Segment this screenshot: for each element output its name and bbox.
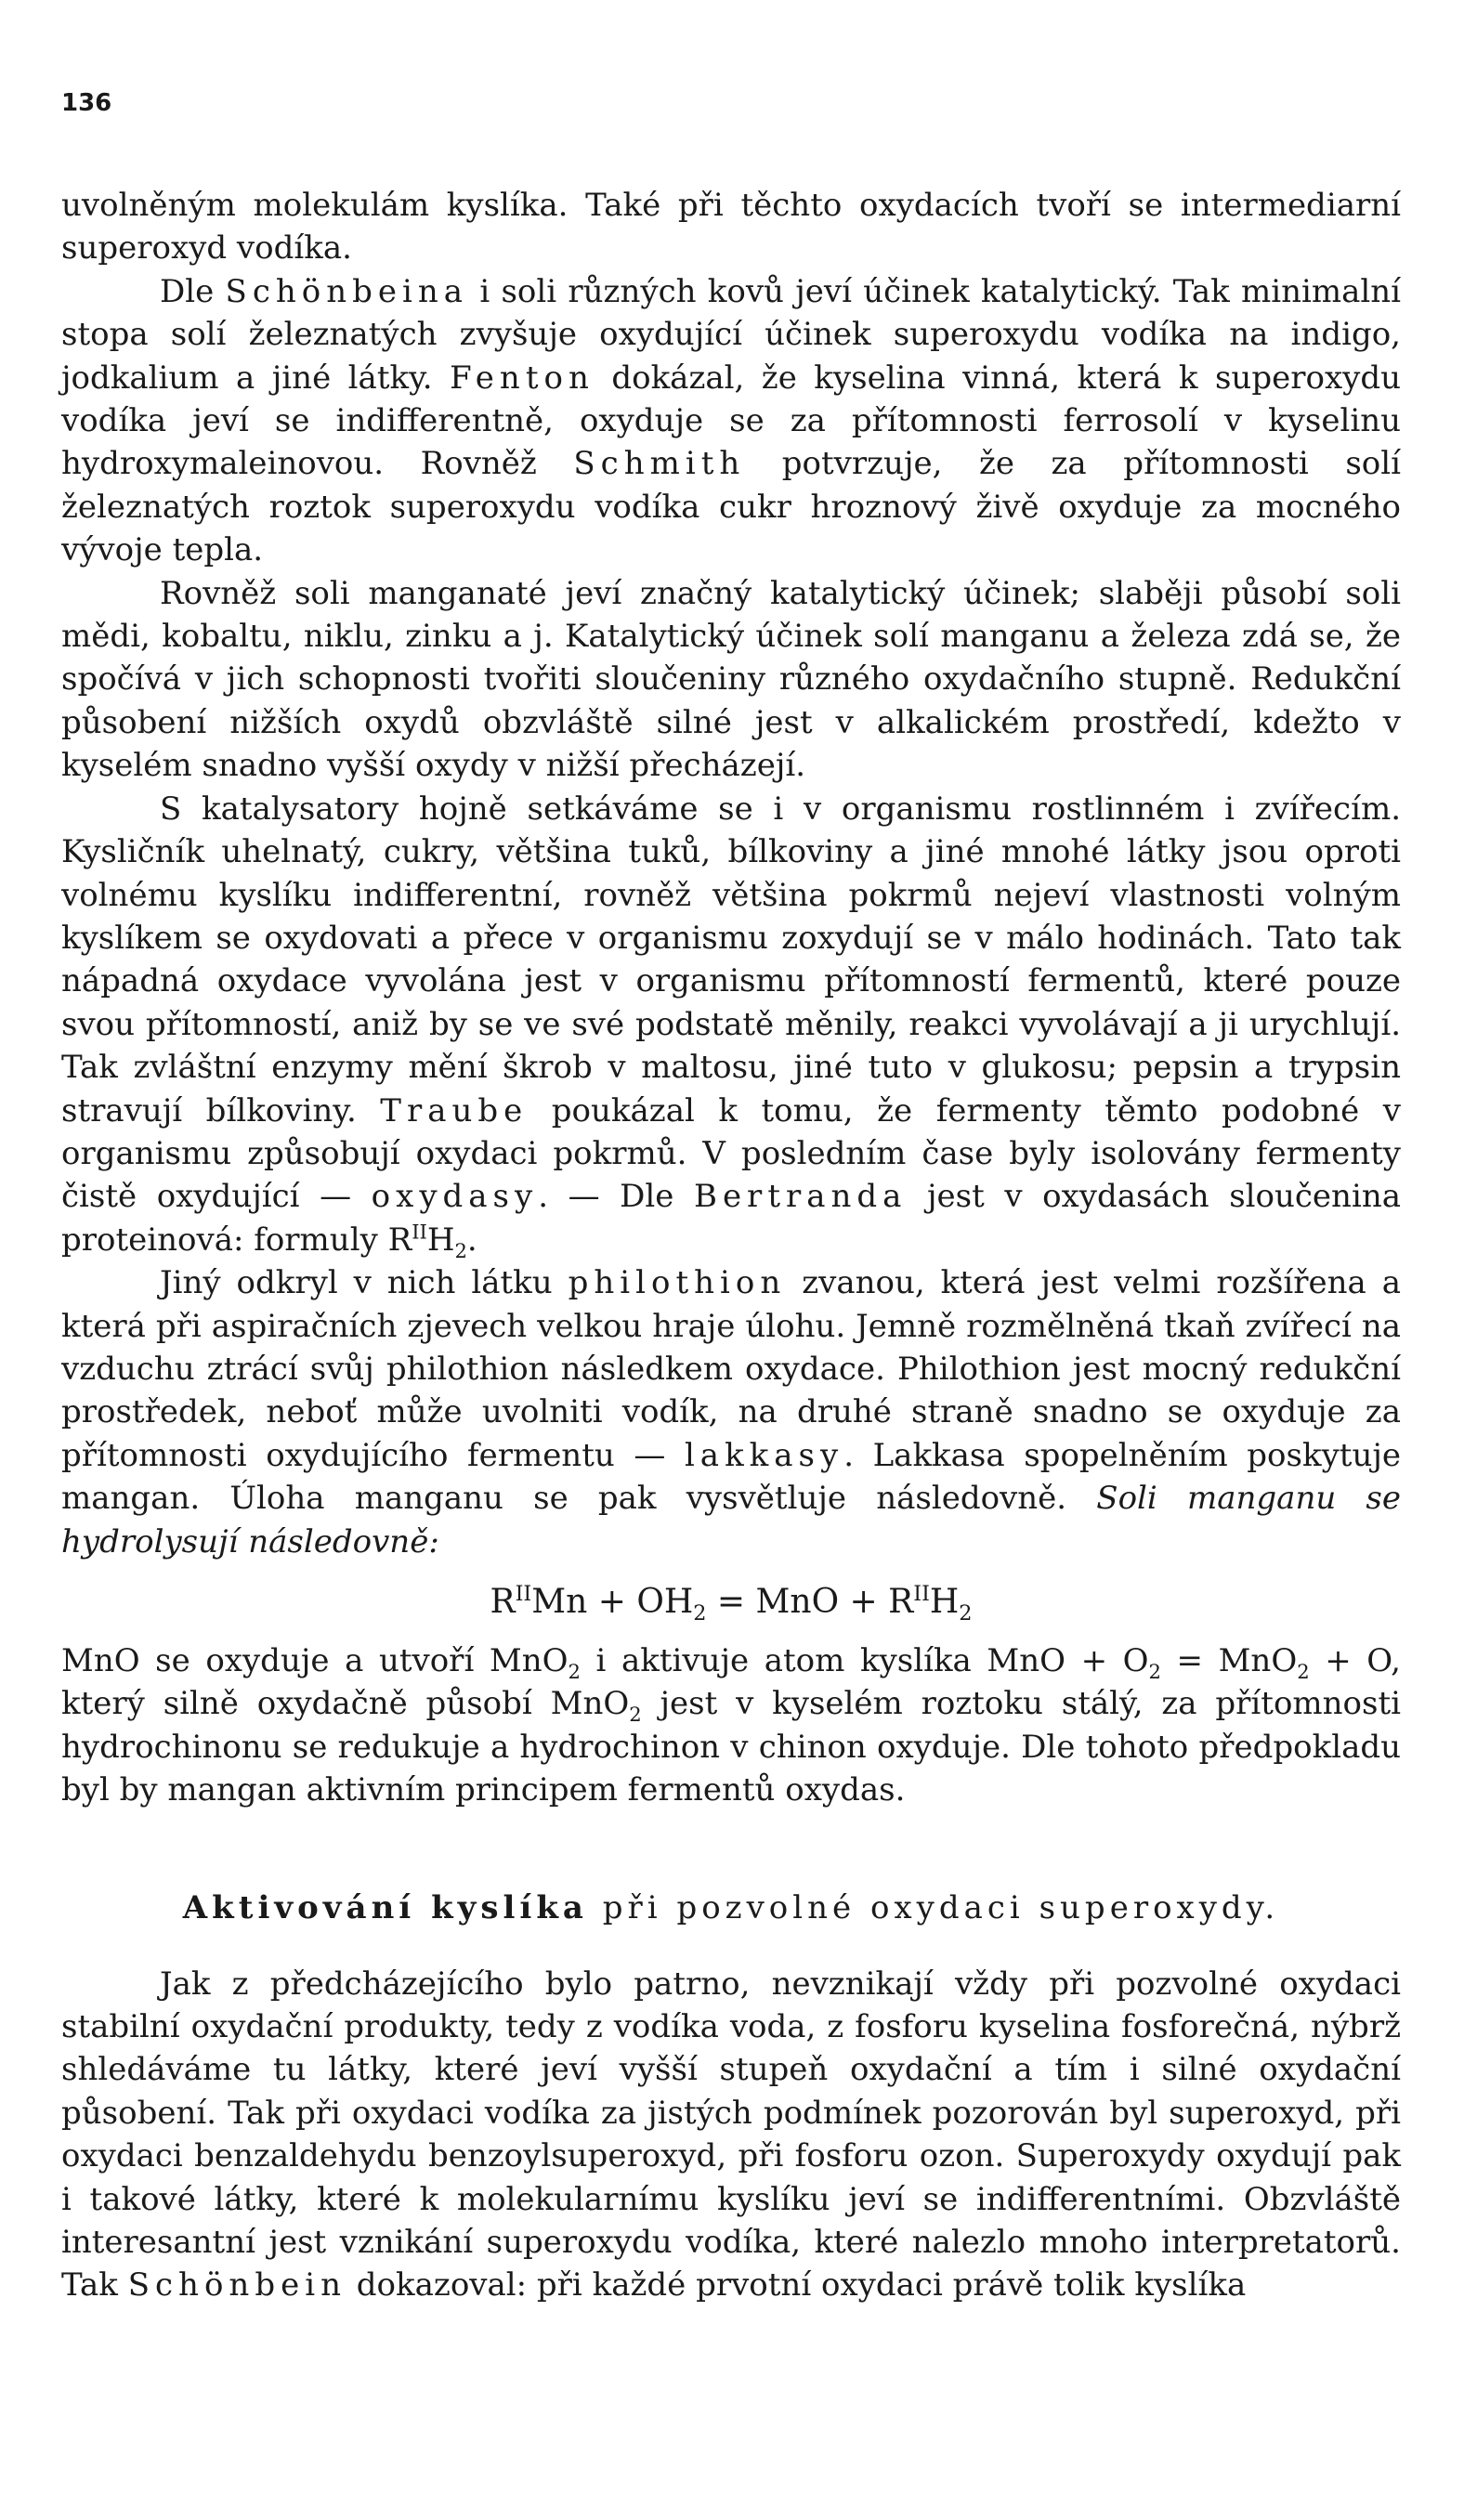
page-number: 136 [61,89,112,117]
text-run: 2 [568,1659,581,1683]
paragraph [61,1639,1401,1812]
text-run: zvanou, která jest velmi rozšířena a která při aspiračních zjevech velkou hraje úlohu. Jemně rozmělněná tkaň zvířecí na vzduchu ztrácí svůj philothion následkem oxydace. Philothion jest mocný redukční prostředek, neboť může uvolniti vodík, na druhé straně snadno se oxyduje za přítomnosti oxydujícího fermentu — [61,1264,1402,1474]
text-run: jest v kyselém roztoku stálý, za přítomnosti hydrochinonu se redukuje a hydrochinon v chinon oxyduje. Dle tohoto předpokladu byl by mangan aktivním principem fermentů oxydas. [61,1685,1402,1809]
text-run: II [412,1220,427,1244]
text-run: Aktivování [182,1888,432,1926]
text-run: Schönbeina [225,272,469,310]
text-run: Traube [380,1091,529,1129]
paragraph [61,572,1401,788]
text-run: 2 [629,1703,642,1727]
paragraph [61,1963,1401,2307]
text-run: poukázal k tomu, že fermenty těmto podobné v organismu způsobují oxydaci pokrmů. V posledním čase byly isolovány fermenty čistě oxydující — [61,1091,1401,1216]
text-run: H [426,1221,455,1259]
text-run: Mn + OH [531,1583,694,1621]
text-run: Bertranda [693,1178,908,1216]
text-run: Fenton [450,359,595,397]
text-run: 2 [959,1601,973,1626]
text-run: H [929,1583,960,1621]
text-run: jest v oxydasách sloučenina proteinová: formuly R [61,1178,1401,1259]
text-run: . — Dle [538,1178,694,1216]
text-run: S katalysatory hojně setkáváme se i v organismu rostlinném i zvířecím. Kysličník uhelnatý, cukry, většina tuků, bílkoviny a jiné mnohé látky jsou oproti volnému kyslíku indifferentní, rovněž většina pokrmů nejeví vlastnosti volným kyslíkem se oxydovati a přece v organismu zoxydují se v málo hodinách. Tato tak nápadná oxydace vyvolána jest v organismu přítomností fermentů, které pouze svou přítomností, aniž by se ve své podstatě měnily, reakci vyvolávají a ji urychlují. Tak zvláštní enzymy mění škrob v maltosu, jiné tuto v glukosu; pepsin a trypsin stravují bílkoviny. [61,790,1401,1129]
text-run: kyslíka [431,1888,588,1926]
text-run: Schönbein [127,2266,346,2305]
paragraph-group-after-heading [61,1963,1401,2307]
text-run: uvolněným molekulám kyslíka. Také při těchto oxydacích tvoří se intermediarní superoxyd vodíka. [61,187,1401,268]
text-run: Rovněž soli manganaté jeví značný katalytický účinek; slaběji působí soli mědi, kobaltu, niklu, zinku a j. Katalytický účinek solí manganu a železa zdá se, že spočívá v jich schopnosti tvořiti sloučeniny různého oxydačního stupně. Redukční působení nižších oxydů obzvláště silné jest v alkalickém prostředí, kdežto v kyselém snadno vyšší oxydy v nižší přecházejí. [61,574,1401,785]
text-run: Jiný odkryl v nich látku [160,1264,569,1302]
text-run: = MnO + R [706,1583,914,1621]
text-run: dokázal, že kyselina vinná, která k superoxydu vodíka jeví se indifferentně, oxyduje se za přítomnosti ferrosolí v kyselinu hydroxymaleinovou. Rovněž [61,359,1401,483]
text-run: = MnO [1160,1642,1298,1679]
body-text [61,184,1401,2307]
text-run: i soli různých kovů jeví účinek katalytický. Tak minimalní stopa solí železnatých zvyšuje oxydující účinek superoxydu vodíka na indigo, jodkalium a jiné látky. [61,272,1401,397]
text-run: 2 [454,1238,467,1262]
text-run: philothion [568,1264,787,1302]
text-run: II [515,1582,532,1606]
text-run: Schmith [573,445,746,483]
text-run: dokazoval: při každé prvotní oxydaci právě tolik kyslíka [346,2266,1247,2305]
text-run: R [490,1583,516,1621]
text-run: i aktivuje atom kyslíka MnO + O [580,1642,1149,1679]
text-run: Dle [160,272,226,310]
text-run: oxydasy [371,1178,539,1216]
paragraph [61,788,1401,1261]
paragraph [61,270,1401,572]
paragraph [61,184,1401,270]
text-run: . Lakkasa spopelněním poskytuje mangan. Úloha manganu se pak vysvětluje následovně. [61,1436,1401,1518]
text-run: Soli manganu se hydrolysují následovně: [61,1480,1402,1560]
text-run: při pozvolné oxydaci superoxydy. [587,1888,1280,1926]
section-heading [61,1887,1401,1929]
text-run: MnO se oxyduje a utvoří MnO [61,1642,569,1679]
text-run: . [466,1221,477,1259]
paragraph [61,1261,1401,1563]
text-run: potvrzuje, že za přítomnosti solí železnatých roztok superoxydu vodíka cukr hroznový živě oxyduje za mocného vývoje tepla. [61,445,1401,569]
text-run: lakkasy [684,1436,844,1474]
paragraph-group-main [61,184,1401,1563]
formula-manganese-hydrolysis [61,1580,1401,1625]
text-run: Jak z předcházejícího bylo patrno, nevznikají vždy při pozvolné oxydaci stabilní oxydační produkty, tedy z vodíka voda, z fosforu kyselina fosforečná, nýbrž shledáváme tu látky, které jeví vyšší stupeň oxydační a tím i silné oxydační působení. Tak při oxydaci vodíka za jistých podmínek pozorován byl superoxyd, při oxydaci benzaldehydu benzoylsuperoxyd, při fosforu ozon. Superoxydy oxydují pak i takové látky, které k molekularnímu kyslíku jeví se indifferentními. Obzvláště interesantní jest vznikání superoxydu vodíka, které nalezlo mnoho interpretatorů. Tak [61,1965,1401,2305]
text-run: + O, který silně oxydačně působí MnO [61,1642,1401,1723]
text-run: 2 [1297,1659,1310,1683]
paragraph-group-after-formula [61,1639,1401,1812]
text-run: 2 [1148,1659,1161,1683]
text-run: 2 [693,1601,707,1626]
text-run: II [913,1582,930,1606]
